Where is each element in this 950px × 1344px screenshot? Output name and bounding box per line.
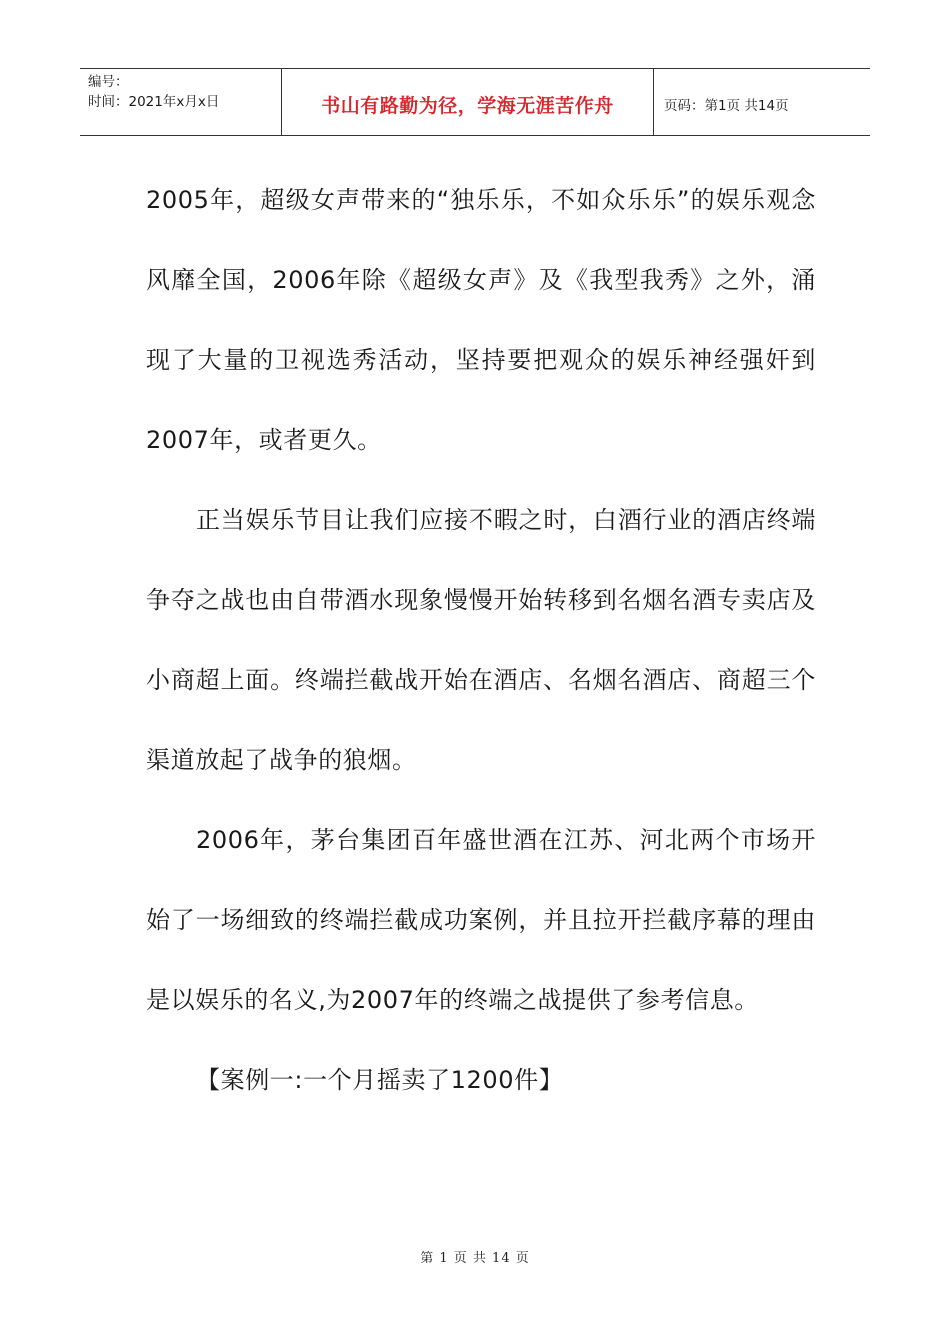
document-number-label: 编号： [88,74,129,90]
case-heading: 【案例一:一个月摇卖了1200件】 [196,1066,564,1094]
header-page-info: 页码：第1页 共14页 [664,98,789,114]
header-meta-cell [80,69,282,135]
page-footer: 第 1 页 共 14 页 [420,1251,530,1266]
document-date-label: 时间：2021年x月x日 [88,94,220,110]
header-table [80,68,870,136]
paragraph-1: 2005年，超级女声带来的“独乐乐，不如众乐乐”的娱乐观念风靡全国，2006年除《超级女声》及《我型我秀》之外，涌现了大量的卫视选秀活动，坚持要把观众的娱乐神经强奸到2007年，或者更久。 [146,186,816,454]
document-body [146,160,816,1120]
header-motto-cell [282,69,654,135]
paragraph-3: 2006年，茅台集团百年盛世酒在江苏、河北两个市场开始了一场细致的终端拦截成功案例，并且拉开拦截序幕的理由是以娱乐的名义,为2007年的终端之战提供了参考信息。 [146,826,816,1014]
header-motto: 书山有路勤为径，学海无涯苦作舟 [321,94,614,117]
paragraph-2: 正当娱乐节目让我们应接不暇之时，白酒行业的酒店终端争夺之战也由自带酒水现象慢慢开始转移到名烟名酒专卖店及小商超上面。终端拦截战开始在酒店、名烟名酒店、商超三个渠道放起了战争的狼烟。 [146,506,816,774]
header-page-cell [654,69,870,135]
